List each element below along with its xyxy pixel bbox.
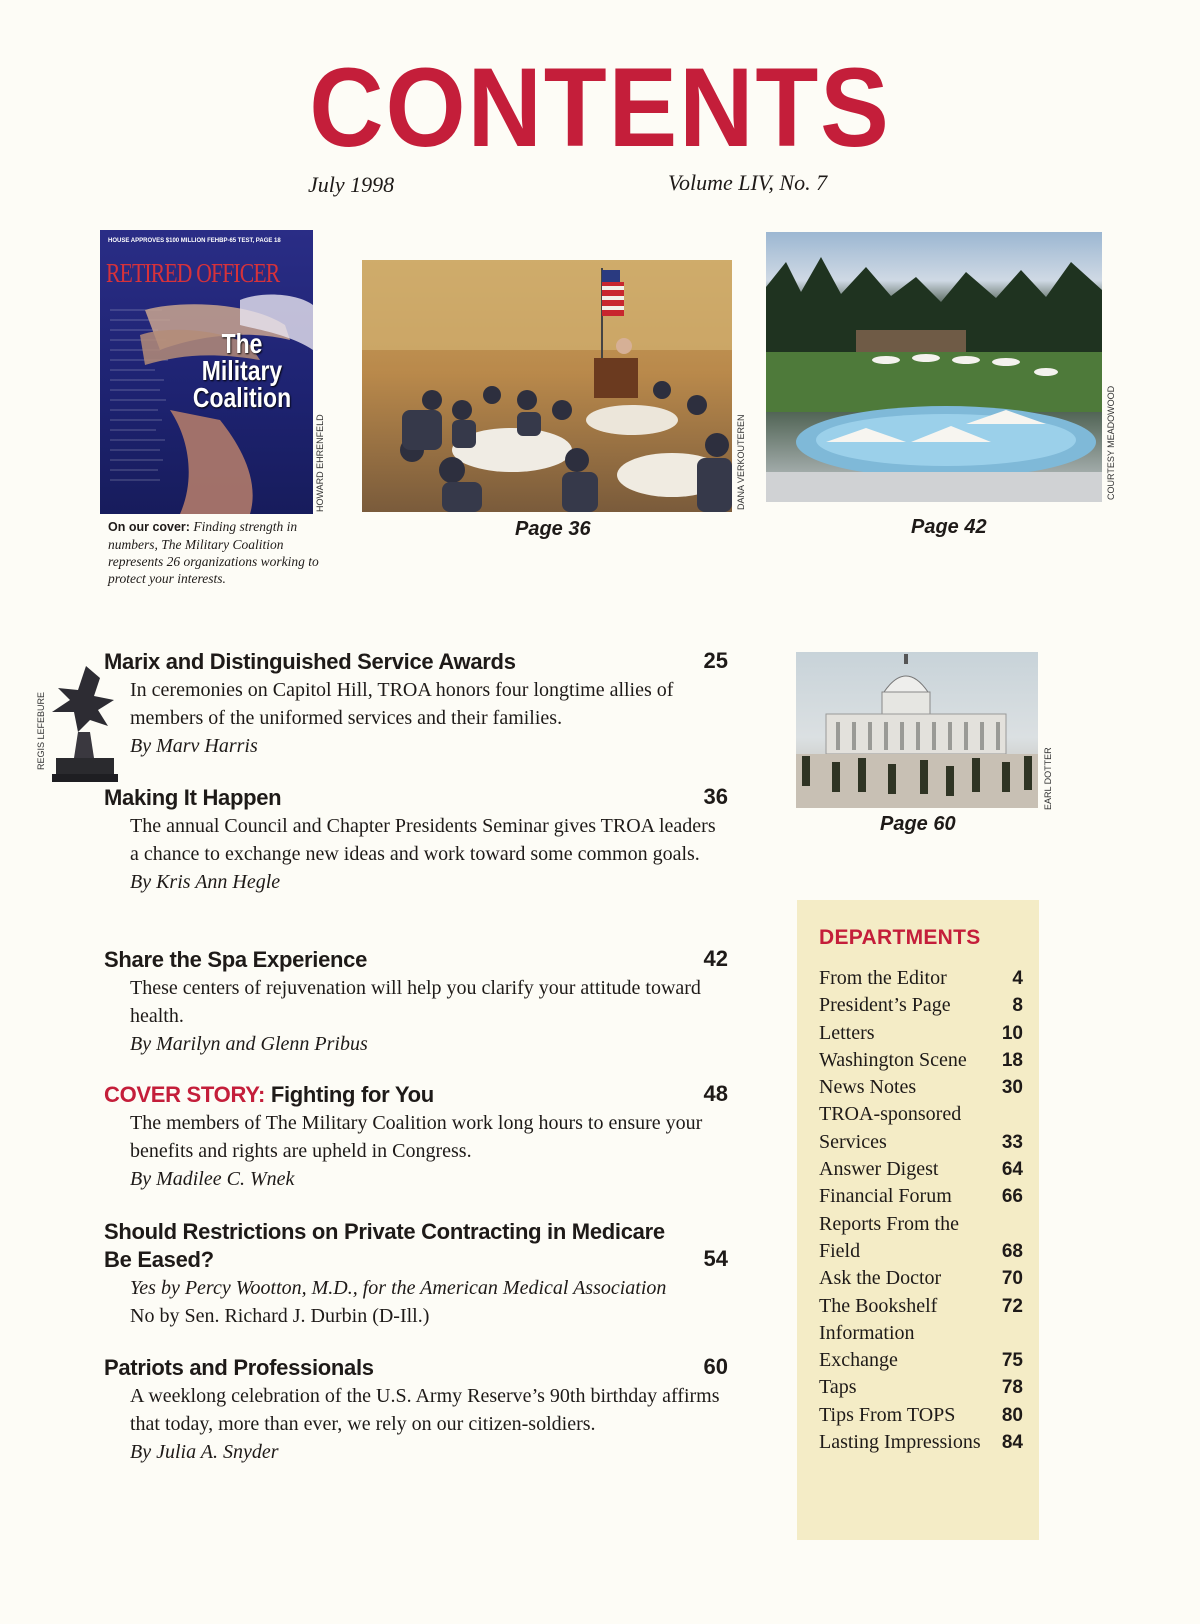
department-name: Answer Digest [819,1158,939,1181]
department-name: The Bookshelf [819,1294,938,1317]
article-page-number: 25 [703,648,728,673]
department-page: 8 [1012,995,1023,1017]
cover-story-label: COVER STORY: [104,1082,266,1107]
department-page: 70 [1001,1268,1023,1290]
article-title[interactable]: Marix and Distinguished Service Awards [104,649,516,674]
department-name: Ask the Doctor [819,1267,942,1290]
department-item[interactable] [819,1374,1023,1401]
department-name: From the Editor [819,967,947,989]
department-page: 84 [1001,1432,1023,1454]
seminar-photo[interactable] [362,260,732,512]
department-item[interactable] [819,1101,1023,1156]
department-item[interactable] [819,1429,1023,1456]
department-item[interactable] [819,1156,1023,1183]
department-page: 72 [1001,1295,1023,1317]
departments-list [819,965,1023,1456]
article-description: These centers of rejuvenation will help you clarify your attitude toward health. [130,977,701,1027]
article-description: The members of The Military Coalition work long hours to ensure your benefits and rights are upheld in Congress. [130,1112,703,1162]
cover-banner: HOUSE APPROVES $100 MILLION FEHBP-65 TEST, PAGE 18 [108,238,281,244]
article-item[interactable] [104,1354,728,1466]
article-title-line1[interactable]: Should Restrictions on Private Contracting in Medicare [104,1219,665,1244]
cover-headline-line3: Coalition [192,382,292,413]
department-name: Lasting Impressions [819,1431,981,1454]
department-name: Reports From the Field [819,1212,959,1262]
article-byline: By Marv Harris [130,735,258,757]
department-page: 66 [1001,1186,1023,1208]
article-page-number: 36 [703,784,728,809]
article-page-number: 54 [703,1246,728,1271]
department-name: Tips From TOPS [819,1403,956,1426]
article-title[interactable]: Share the Spa Experience [104,947,368,972]
department-name: Financial Forum [819,1185,952,1208]
department-item[interactable] [819,1183,1023,1210]
department-name: Information Exchange [819,1321,915,1372]
spa-photo[interactable] [766,232,1102,502]
department-name: Taps [819,1376,857,1399]
article-description: A weeklong celebration of the U.S. Army Reserve’s 90th birthday affirms that today, more than ever, we rely on our citizen-soldiers. [130,1385,720,1435]
cover-caption-text: Finding strength in numbers, The Military Coalition represents 26 organizations working to protect your interests. [108,519,319,586]
page-title: CONTENTS [309,45,891,170]
department-item[interactable] [819,1320,1023,1375]
department-page: 64 [1001,1159,1023,1181]
article-title[interactable]: Patriots and Professionals [104,1355,374,1380]
seminar-illustration [362,260,732,512]
caption-page-60: Page 60 [880,813,956,835]
department-page: 68 [1001,1240,1023,1262]
article-title-line2[interactable]: Be Eased? [104,1247,214,1272]
departments-title: DEPARTMENTS [819,926,981,949]
article-item-cover-story[interactable] [104,1081,728,1193]
department-page: 80 [1001,1404,1023,1426]
article-item[interactable] [104,648,728,760]
department-page: 33 [1001,1131,1023,1153]
article-byline: By Marilyn and Glenn Pribus [130,1033,368,1055]
department-item[interactable] [819,1265,1023,1292]
article-title-text: Fighting for You [270,1082,434,1107]
photo-credit-spa: COURTESY MEADOWOOD [1106,385,1116,500]
department-item[interactable] [819,992,1023,1019]
department-page: 18 [1001,1049,1023,1071]
cover-caption-label: On our cover: [108,520,190,534]
article-item[interactable] [104,946,728,1058]
article-item[interactable] [104,784,728,896]
article-byline: By Madilee C. Wnek [130,1168,295,1190]
department-page: 78 [1001,1377,1023,1399]
spa-illustration [766,232,1102,502]
department-name: TROA-sponsored Services [819,1103,962,1153]
article-item[interactable] [104,1218,728,1330]
article-byline-no: No by Sen. Richard J. Durbin (D-Ill.) [130,1305,430,1327]
department-page: 4 [1012,968,1023,989]
department-page: 30 [1001,1077,1023,1099]
capitol-photo[interactable] [796,652,1038,808]
caption-page-42: Page 42 [911,516,987,538]
cover-headline-line2: Military [201,355,283,386]
article-page-number: 48 [703,1081,728,1106]
department-name: Washington Scene [819,1048,967,1071]
department-item[interactable] [819,1402,1023,1429]
issue-volume: Volume LIV, No. 7 [668,170,828,195]
article-title[interactable]: Making It Happen [104,785,282,810]
department-item[interactable] [819,1020,1023,1047]
caption-page-36: Page 36 [515,518,591,540]
department-item[interactable] [819,1074,1023,1101]
article-byline-yes: Yes by Percy Wootton, M.D., for the American Medical Association [130,1277,667,1299]
photo-credit-cover: HOWARD EHRENFELD [315,414,325,512]
article-byline: By Kris Ann Hegle [130,871,281,893]
article-page-number: 42 [703,946,728,971]
cover-magazine-name: RETIRED OFFICER [106,258,280,288]
department-item[interactable] [819,1293,1023,1320]
department-item[interactable] [819,965,1023,992]
department-name: News Notes [819,1076,917,1099]
cover-image[interactable] [100,230,313,514]
department-page: 10 [1001,1022,1023,1044]
capitol-illustration [796,652,1038,808]
department-item[interactable] [819,1047,1023,1074]
department-name: Letters [819,1021,875,1044]
article-page-number: 60 [703,1354,728,1379]
cover-headline-line1: The [221,328,263,359]
article-byline: By Julia A. Snyder [130,1441,279,1463]
cover-headline [185,330,300,411]
issue-date: July 1998 [308,172,395,197]
photo-credit-capitol: EARL DOTTER [1043,747,1053,810]
article-title[interactable] [104,1081,728,1109]
departments-box [797,900,1039,1540]
cover-caption [108,518,328,587]
department-page: 75 [1001,1350,1023,1372]
article-description: The annual Council and Chapter Presidents Seminar gives TROA leaders a chance to exchange new ideas and work toward some common goals. [130,815,716,865]
photo-credit-seminar: DANA VERKOUTEREN [736,414,746,510]
department-item[interactable] [819,1211,1023,1266]
department-name: President’s Page [819,994,951,1017]
article-description: In ceremonies on Capitol Hill, TROA honors four longtime allies of members of the uniformed services and their families. [130,679,674,729]
photo-credit-eagle: REGIS LEFEBURE [36,691,46,770]
